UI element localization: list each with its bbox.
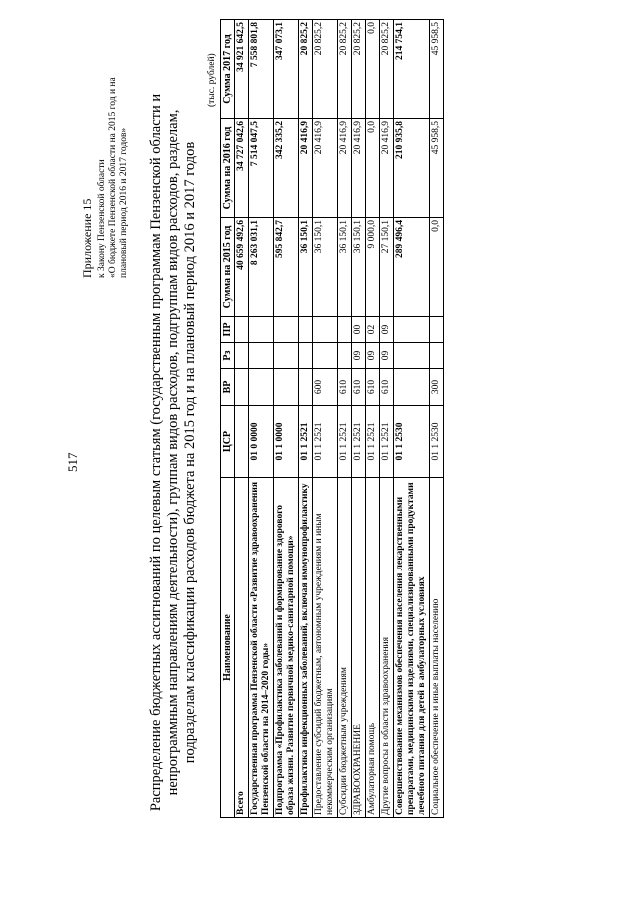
cell-s2015: 595 842,7 [274,218,299,317]
cell-s2015: 40 659 492,6 [235,218,249,317]
cell-pr [430,317,444,343]
cell-s2016: 342 335,2 [274,119,299,218]
cell-s2015: 9 000,0 [366,218,380,317]
cell-csr: 01 1 2530 [394,406,430,478]
cell-vr: 610 [366,369,380,406]
table-header-row [221,20,235,818]
cell-csr: 01 1 2521 [313,406,338,478]
table-row [274,20,299,818]
cell-vr: 610 [338,369,352,406]
cell-s2016: 0,0 [366,119,380,218]
header-rz: Рз [221,343,235,369]
cell-s2015: 8 263 031,1 [249,218,274,317]
table-row [249,20,274,818]
header-pr: ПР [221,317,235,343]
cell-rz: 09 [352,343,366,369]
cell-name: Подпрограмма «Профилактика заболеваний и формирование здорового образа жизни. Развитие первичной медико-санитарной помощи» [274,478,299,818]
cell-pr [394,317,430,343]
cell-s2016: 210 935,8 [394,119,430,218]
cell-s2016: 34 727 042,6 [235,119,249,218]
table-row [338,20,352,818]
law-line: «О бюджете Пензенской области на 2015 год и на [108,77,118,278]
cell-rz [299,343,313,369]
cell-rz [235,343,249,369]
table-row [430,20,444,818]
cell-name: Субсидии бюджетным учреждениям [338,478,352,818]
cell-s2017: 20 825,2 [313,20,338,119]
cell-s2016: 20 416,9 [352,119,366,218]
cell-rz [313,343,338,369]
cell-csr: 01 1 2521 [366,406,380,478]
cell-s2015: 0,0 [430,218,444,317]
table-row [394,20,430,818]
cell-s2015: 36 150,1 [313,218,338,317]
title-line: подразделам классификации расходов бюджета на 2015 год и на плановый период 2016 и 2017 годов [182,141,198,764]
cell-s2017: 347 073,1 [274,20,299,119]
header-sum-2016: Сумма на 2016 год [221,119,235,218]
cell-csr [235,406,249,478]
header-vr: ВР [221,369,235,406]
cell-name: ЗДРАВООХРАНЕНИЕ [352,478,366,818]
table-row [299,20,313,818]
cell-csr: 01 1 0000 [274,406,299,478]
cell-s2015: 36 150,1 [352,218,366,317]
cell-vr [274,369,299,406]
table-body [235,20,444,818]
cell-s2017: 0,0 [366,20,380,119]
table-row [380,20,394,818]
header-sum-2015: Сумма на 2015 год [221,218,235,317]
cell-s2016: 20 416,9 [380,119,394,218]
cell-name: Совершенствование механизмов обеспечения населения лекарственными препаратами, медицинскими изделиями, специализированными продуктами лечебного питания для детей в амбулаторных условиях [394,478,430,818]
cell-csr: 01 1 2521 [352,406,366,478]
cell-rz [338,343,352,369]
table-row [366,20,380,818]
cell-vr [394,369,430,406]
cell-s2015: 36 150,1 [338,218,352,317]
cell-vr [249,369,274,406]
cell-s2017: 20 825,2 [352,20,366,119]
cell-name: Другие вопросы в области здравоохранения [380,478,394,818]
cell-s2016: 7 514 047,5 [249,119,274,218]
page-number: 517 [65,452,80,472]
law-line: к Закону Пензенской области [97,159,107,278]
cell-s2017: 214 754,1 [394,20,430,119]
cell-csr: 01 1 2530 [430,406,444,478]
cell-csr: 01 0 0000 [249,406,274,478]
cell-s2016: 20 416,9 [313,119,338,218]
law-line: плановый период 2016 и 2017 годов» [119,127,129,278]
cell-pr [249,317,274,343]
cell-csr: 01 1 2521 [338,406,352,478]
cell-vr: 300 [430,369,444,406]
cell-rz [249,343,274,369]
cell-s2017: 34 921 642,5 [235,20,249,119]
cell-vr: 610 [352,369,366,406]
table-row [313,20,338,818]
cell-name: Профилактика инфекционных заболеваний, включая иммунопрофилактику [299,478,313,818]
cell-s2017: 7 558 801,8 [249,20,274,119]
cell-s2015: 289 496,4 [394,218,430,317]
cell-vr: 610 [380,369,394,406]
cell-rz [394,343,430,369]
cell-vr: 600 [313,369,338,406]
cell-s2017: 20 825,2 [338,20,352,119]
cell-s2015: 27 150,1 [380,218,394,317]
cell-pr: 02 [366,317,380,343]
cell-pr: 09 [380,317,394,343]
cell-s2016: 20 416,9 [299,119,313,218]
cell-name: Амбулаторная помощь [366,478,380,818]
header-csr: ЦСР [221,406,235,478]
table-row [235,20,249,818]
cell-s2017: 45 958,5 [430,20,444,119]
appendix-label: Приложение 15 [80,198,94,278]
cell-s2017: 20 825,2 [380,20,394,119]
cell-rz [274,343,299,369]
units-note: (тыс. рублей) [207,53,217,107]
cell-vr [235,369,249,406]
header-sum-2017: Сумма 2017 год [221,20,235,119]
title-line: Распределение бюджетных ассигнований по целевым статьям (государственным программам Пензенской области и [148,93,164,812]
cell-s2016: 20 416,9 [338,119,352,218]
cell-pr [299,317,313,343]
cell-pr: 00 [352,317,366,343]
header-name: Наименование [221,478,235,818]
title-line: непрограммным направлениям деятельности), группам видов расходов, подгруппам видов расходов, разделам, [165,109,181,796]
cell-vr [299,369,313,406]
cell-csr: 01 1 2521 [299,406,313,478]
table-row [352,20,366,818]
cell-name: Предоставление субсидий бюджетным, автономным учреждениям и иным некоммерческим организациям [313,478,338,818]
cell-name: Социальное обеспечение и иные выплаты населению [430,478,444,818]
budget-table [220,19,444,818]
document-title [148,20,199,885]
cell-name: Государственная программа Пензенской области «Развитие здравоохранения Пензенской области на 2014–2020 годы» [249,478,274,818]
cell-pr [338,317,352,343]
cell-rz [430,343,444,369]
cell-pr [235,317,249,343]
cell-pr [313,317,338,343]
cell-name: Всего [235,478,249,818]
cell-csr: 01 1 2521 [380,406,394,478]
cell-rz: 09 [366,343,380,369]
cell-pr [274,317,299,343]
law-reference [97,18,130,278]
cell-s2015: 36 150,1 [299,218,313,317]
cell-s2016: 45 958,5 [430,119,444,218]
cell-rz: 09 [380,343,394,369]
cell-s2017: 20 825,2 [299,20,313,119]
